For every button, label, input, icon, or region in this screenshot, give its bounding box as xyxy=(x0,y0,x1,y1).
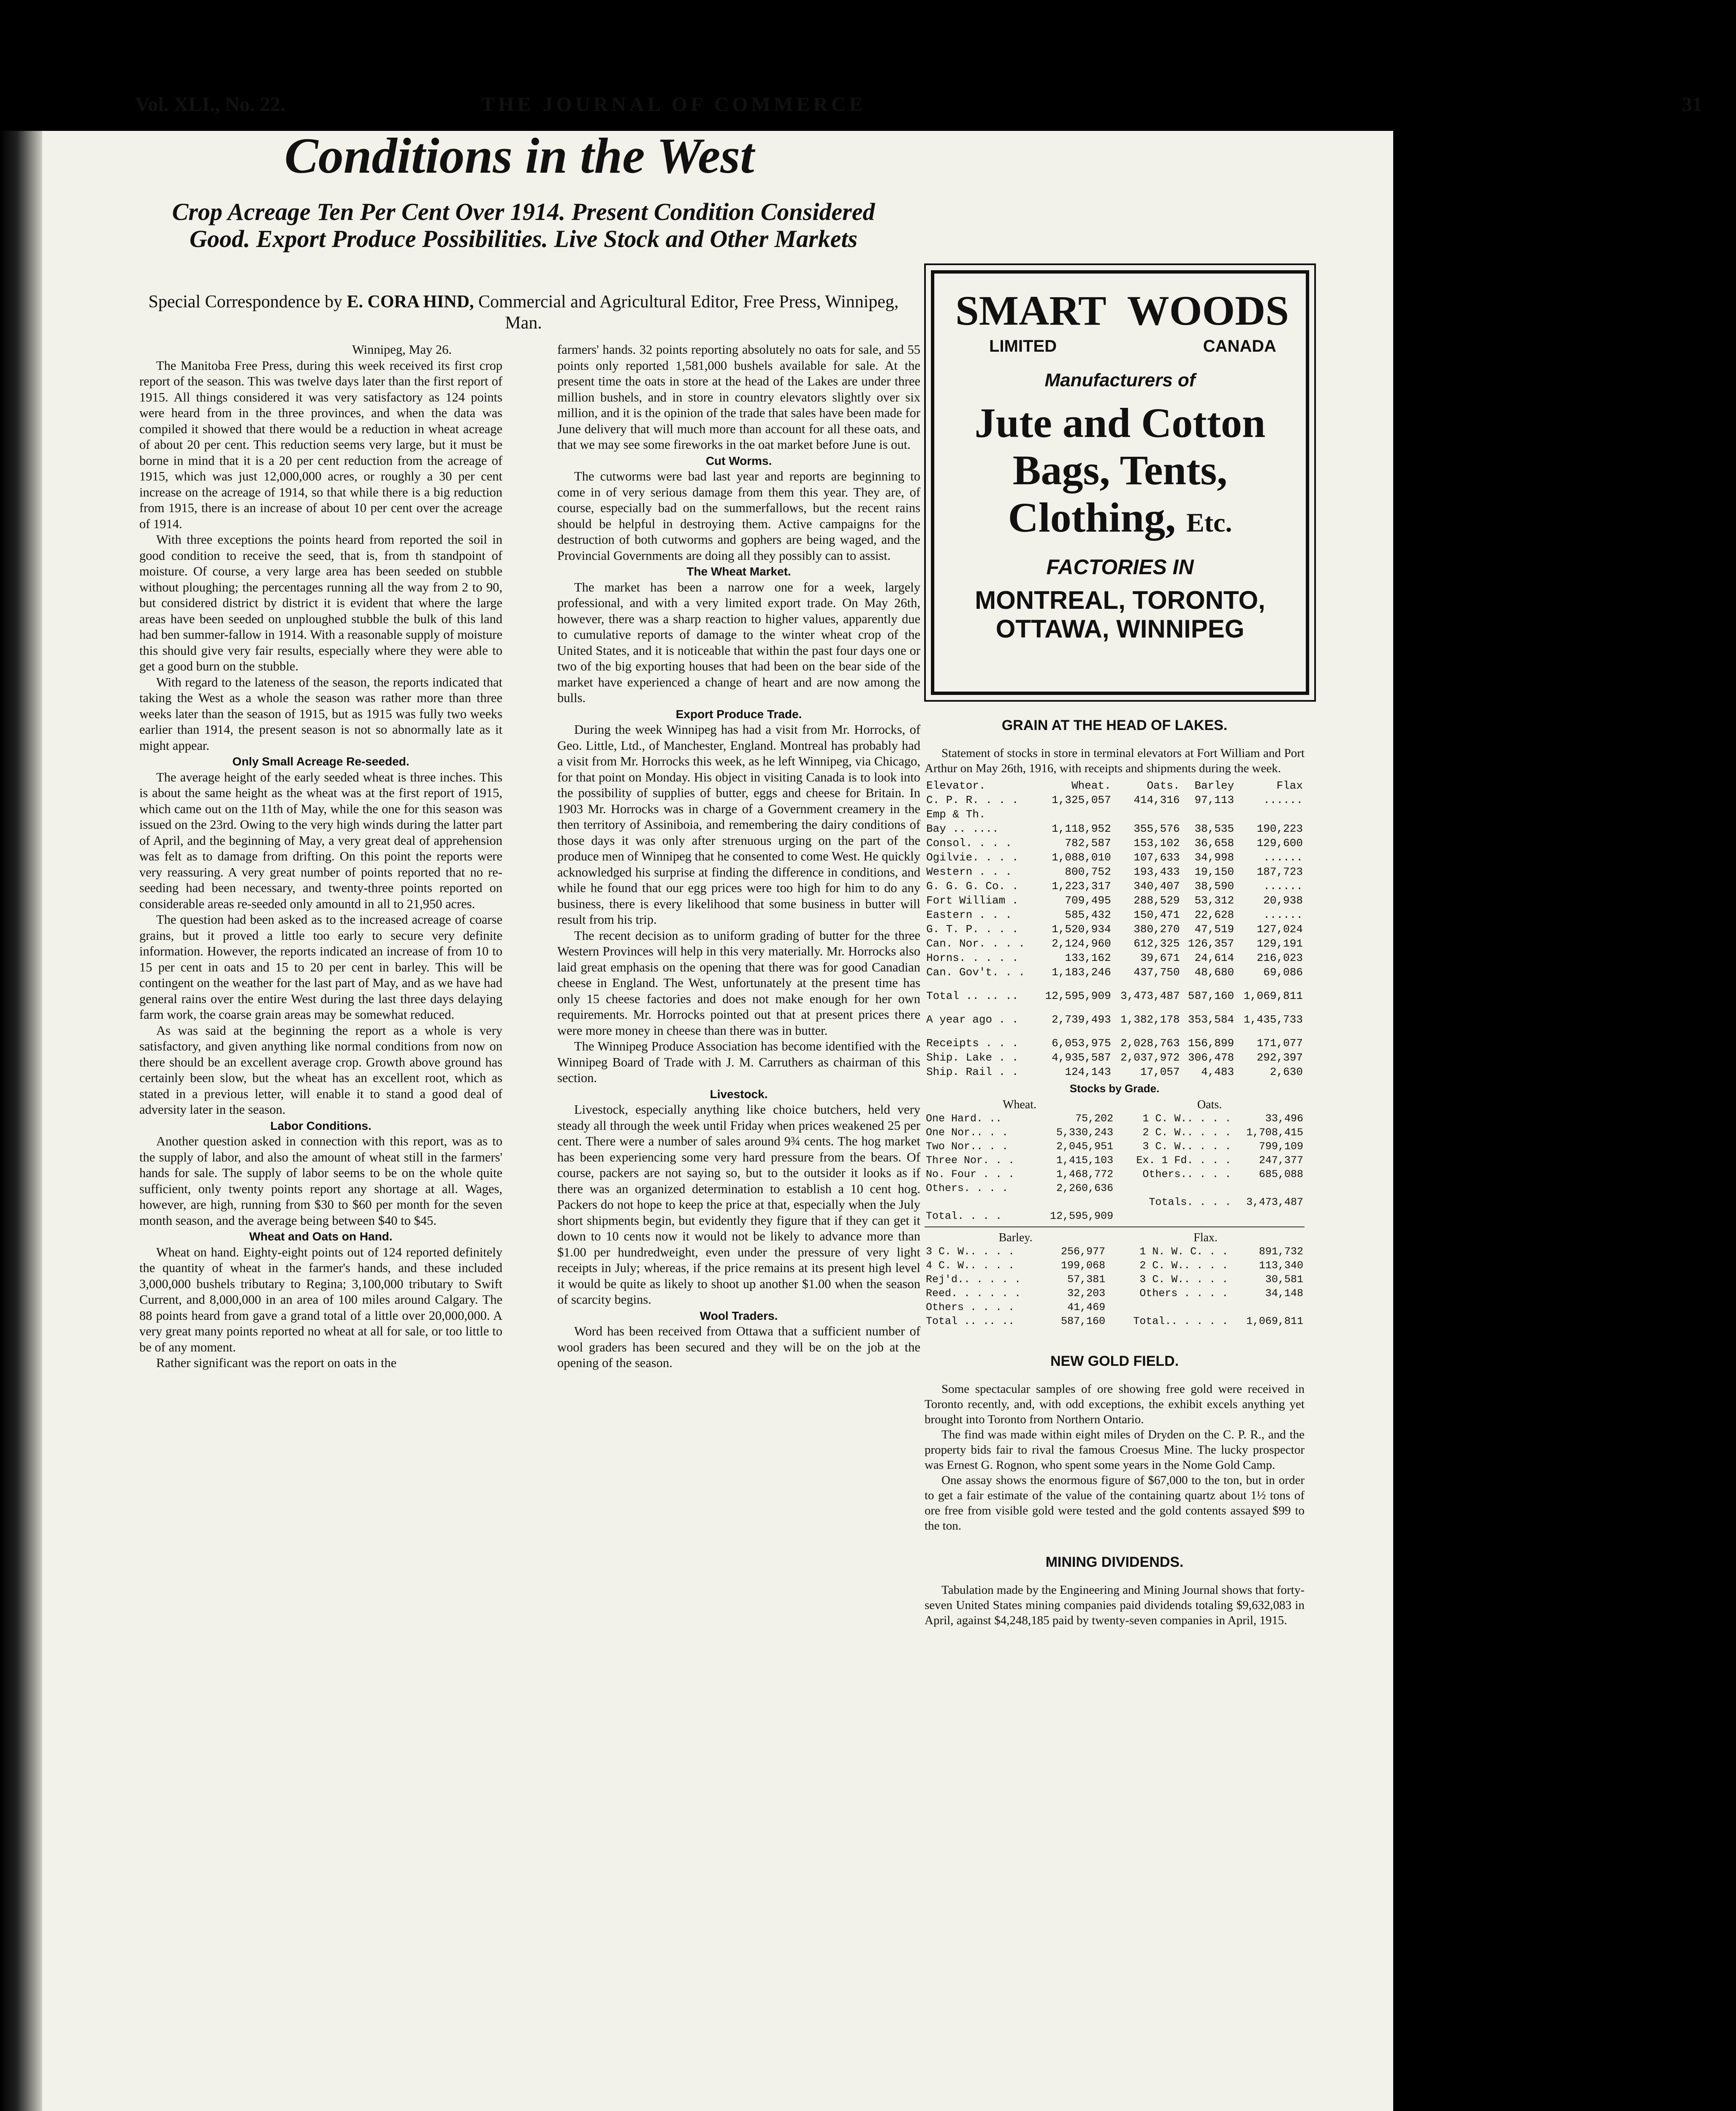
cell-value: 2,630 xyxy=(1269,1066,1303,1078)
ad-factories: FACTORIES IN xyxy=(1046,555,1194,579)
section-heading: Wheat and Oats on Hand. xyxy=(249,1230,393,1243)
cell-value: 414,316 xyxy=(1134,794,1180,806)
cell-value: 17,057 xyxy=(1140,1066,1180,1078)
wheat-oats-rows xyxy=(925,1112,1305,1223)
cell-value: 1,325,057 xyxy=(1052,794,1111,806)
cell-value: 782,587 xyxy=(1065,837,1111,849)
cell-value: 2,045,951 xyxy=(1056,1140,1113,1153)
cell-value: 126,357 xyxy=(1188,937,1234,950)
row-label: G. G. G. Co. . xyxy=(926,880,1019,893)
paragraph: With regard to the lateness of the season, the reports indicated that taking the West as a whole the season was rather more than three weeks later than the season of 1915, but as 1915 was fully two weeks earlier than 1914, the present season is not so abnormally late as it might appear. xyxy=(139,675,502,753)
row-label: Fort William . xyxy=(926,894,1019,907)
row-label: Ship. Rail . . xyxy=(926,1066,1019,1078)
grade-row xyxy=(925,1181,1305,1195)
cell-value: 133,162 xyxy=(1065,952,1111,964)
stocks-by-grade-title: Stocks by Grade. xyxy=(1069,1082,1160,1095)
cell-value xyxy=(1115,1181,1232,1195)
row-label: Can. Nor. . . . xyxy=(926,937,1025,950)
row-label: Western . . . xyxy=(926,866,1012,878)
cell-value: 36,658 xyxy=(1194,837,1234,849)
cell-value: 3 C. W.. . . . xyxy=(1142,1140,1231,1153)
cell-value: 107,633 xyxy=(1134,851,1180,864)
cell-value: ...... xyxy=(1263,909,1303,921)
row-label: Horns. . . . . xyxy=(926,952,1019,964)
cell-value: ...... xyxy=(1263,880,1303,893)
cell-value: 2,028,763 xyxy=(1120,1037,1180,1050)
cell-value: ...... xyxy=(1263,851,1303,864)
section-heading: Wool Traders. xyxy=(700,1309,778,1322)
year-ago-row xyxy=(925,1012,1305,1027)
row-label xyxy=(925,1195,1035,1209)
cell-value: 1,708,415 xyxy=(1246,1126,1303,1139)
column-header: Barley xyxy=(1194,779,1234,792)
column-header: Elevator. xyxy=(926,779,986,792)
row-label: Receipts . . . xyxy=(926,1037,1019,1050)
paragraph: As was said at the beginning the report as a whole is very satisfactory, and given anything like normal conditions from now on there should be an excellent average crop. Growth above ground has certainly been slow, but the wheat has an excellent root, which as stated in a previous letter, will enable it to stand a good deal of adversity later in the season. xyxy=(139,1023,502,1117)
column-header: Oats. xyxy=(1147,779,1180,792)
spacer-row xyxy=(925,980,1305,989)
paragraph: During the week Winnipeg has had a visit from Mr. Horrocks, of Geo. Little, Ltd., of Manchester, England. Montreal has probably had a visit from Mr. Horrocks this week, as he left Winnipeg, via Chicago, for that point on Monday. His object in visiting Canada is to look into the possibility of supplies of butter, eggs and cheese for Britain. In 1903 Mr. Horrocks was in charge of a Government creamery in the then territory of Assiniboia, and remembering the dairy conditions of those days it was only after strenuous urging on the part of the produce men of Winnipeg that he consented to come West. He quickly acknowledged his surprise at finding the difference in conditions, and while he found that our egg prices were too high for him to do any business, there is every likelihood that some business in butter will result from his trip. xyxy=(557,722,920,927)
elevator-row xyxy=(925,807,1305,822)
grain-table xyxy=(925,779,1305,1079)
cell-value: 24,614 xyxy=(1194,952,1234,964)
paragraph: Wheat on hand. Eighty-eight points out of 124 reported definitely the quantity of wheat in the farmer's hands, and these included 3,000,000 bushels tributary to Regina; 3,100,000 tributary to Swift Current, and 8,000,000 in an area of 100 miles around Calgary. The 88 points heard from gave a grand total of a little over 20,000,000. A very great many points reported no wheat at all for sale, or too little to be of any moment. xyxy=(139,1245,502,1354)
grade-row xyxy=(925,1112,1305,1126)
cell-value: 30,581 xyxy=(1265,1273,1303,1286)
cell-value: 124,143 xyxy=(1065,1066,1111,1078)
cell-value: Others . . . . xyxy=(1139,1287,1229,1300)
cell-value: 353,584 xyxy=(1188,1013,1234,1026)
cell-value xyxy=(1035,1195,1115,1209)
row-label: Ship. Lake . . xyxy=(926,1051,1019,1064)
barley-flax-grades-table xyxy=(925,1231,1305,1328)
page-number: 31 xyxy=(1682,93,1702,116)
cell-value: 585,432 xyxy=(1065,909,1111,921)
cell-value: 1,415,103 xyxy=(1056,1154,1113,1167)
cell-value: 355,576 xyxy=(1134,822,1180,835)
cell-value: 113,340 xyxy=(1259,1259,1303,1272)
elevator-row xyxy=(925,822,1305,836)
byline-suffix: Commercial and Agricultural Editor, Free Press, Winnipeg, Man. xyxy=(478,292,899,333)
cell-value: 1,183,246 xyxy=(1052,966,1111,979)
cell-value: 685,088 xyxy=(1259,1168,1303,1180)
grades-header-row xyxy=(925,1231,1305,1245)
row-label: One Nor.. . . xyxy=(926,1126,1009,1139)
article-column-1 xyxy=(139,342,502,1371)
row-label: G. T. P. . . . xyxy=(926,923,1019,936)
cell-value: 3,473,487 xyxy=(1246,1196,1303,1208)
grade-total-row xyxy=(925,1314,1305,1328)
cell-value: 2 C. W.. . . . xyxy=(1139,1259,1229,1272)
cell-value: 190,223 xyxy=(1256,822,1303,835)
row-label: 3 C. W.. . . . xyxy=(926,1245,1015,1258)
grade-row xyxy=(925,1286,1305,1300)
row-label: Total. . . . xyxy=(926,1210,1002,1222)
cell-value: 2,739,493 xyxy=(1052,1013,1111,1026)
cell-value: 799,109 xyxy=(1259,1140,1303,1153)
byline-prefix: Special Correspondence by xyxy=(148,292,342,312)
elevator-row xyxy=(925,793,1305,807)
grade-total-row xyxy=(925,1195,1305,1209)
wheat-head: Wheat. xyxy=(1002,1098,1037,1111)
dateline: Winnipeg, May 26. xyxy=(352,342,452,357)
cell-value: 288,529 xyxy=(1134,894,1180,907)
elevator-row xyxy=(925,865,1305,879)
cell-value: 38,590 xyxy=(1194,880,1234,893)
cell-value: 1,382,178 xyxy=(1120,1013,1180,1026)
section-heading: Cut Worms. xyxy=(705,454,772,467)
elevator-row xyxy=(925,893,1305,908)
page-header xyxy=(135,93,1702,127)
ad-cities xyxy=(934,586,1306,643)
ad-canada: CANADA xyxy=(1203,337,1276,355)
cell-value: 33,496 xyxy=(1265,1112,1303,1125)
cell-value: 38,535 xyxy=(1194,822,1234,835)
cell-value: 3,473,487 xyxy=(1120,990,1180,1002)
cell-value: 75,202 xyxy=(1075,1112,1113,1125)
column-header: Flax xyxy=(1276,779,1303,792)
article-byline xyxy=(144,291,903,334)
wheat-oats-grades-table xyxy=(925,1098,1305,1223)
cell-value: 5,330,243 xyxy=(1056,1126,1113,1139)
cell-value xyxy=(1113,807,1182,822)
paragraph: The market has been a narrow one for a week, largely professional, and with a very limited export trade. On May 26th, however, there was a sharp reaction to higher values, apparently due to cumulative reports of damage to the winter wheat crop of the United States, and it is noticeable that within the past four days one or two of the big exporting houses that had been on the bear side of the market have experienced a change of heart and are now among the bulls. xyxy=(557,580,920,705)
cell-value: 19,150 xyxy=(1194,866,1234,878)
cell-value: 2 C. W.. . . . xyxy=(1142,1126,1231,1139)
cell-value: 247,377 xyxy=(1259,1154,1303,1167)
spacer-row xyxy=(925,1027,1305,1036)
total-row xyxy=(925,989,1305,1003)
section-heading: Livestock. xyxy=(710,1087,768,1101)
cell-value: 129,600 xyxy=(1256,837,1303,849)
row-label: Rej'd.. . . . . xyxy=(926,1273,1021,1286)
cell-value: 437,750 xyxy=(1134,966,1180,979)
ad-cities-line: OTTAWA, WINNIPEG xyxy=(995,615,1245,643)
ad-product-line: Jute and Cotton xyxy=(974,399,1266,446)
spacer-cell xyxy=(925,980,1305,989)
cell-value: 292,397 xyxy=(1256,1051,1303,1064)
paragraph: The average height of the early seeded wheat is three inches. This is about the same height as the wheat was at the first report of 1915, which came out on the 11th of May, while the one for this season was issued on the 23rd. Owing to the very high winds during the latter part of April, and the beginning of May, a very great deal of apprehension was felt as to damage from drifting. On this point the reports were very reassuring. A very great number of points reported that no re-seeding had been necessary, and twenty-three points reported on considerable areas re-seeded only amountd in all to 21,950 acres. xyxy=(139,770,502,911)
journal-name: THE JOURNAL OF COMMERCE xyxy=(481,93,866,116)
grade-row xyxy=(925,1140,1305,1153)
row-label: Total .. .. .. xyxy=(926,1315,1015,1327)
cell-value: 1,069,811 xyxy=(1246,1315,1303,1327)
oats-head: Oats. xyxy=(1197,1098,1222,1111)
volume-label: Vol. XLI., No. 22. xyxy=(135,93,285,116)
paragraph: The Winnipeg Produce Association has become identified with the Winnipeg Board of Trade with J. M. Carruthers as chairman of this section. xyxy=(557,1039,920,1085)
cell-value: 306,478 xyxy=(1188,1051,1234,1064)
row-label: Ogilvie. . . . xyxy=(926,851,1019,864)
row-label: Others . . . . xyxy=(926,1301,1015,1313)
grade-row xyxy=(925,1259,1305,1273)
cell-value: 127,024 xyxy=(1256,923,1303,936)
row-label: Two Nor.. . . xyxy=(926,1140,1009,1153)
cell-value: 380,270 xyxy=(1134,923,1180,936)
cell-value: 34,998 xyxy=(1194,851,1234,864)
cell-value xyxy=(1236,807,1305,822)
cell-value: Others.. . . . xyxy=(1142,1168,1231,1180)
row-label: C. P. R. . . . xyxy=(926,794,1019,806)
paragraph: Tabulation made by the Engineering and Mining Journal shows that forty-seven United States mining companies paid dividends totaling $9,632,083 in April, against $4,248,185 paid by twenty-seven companies in April, 1915. xyxy=(925,1583,1305,1627)
ad-brand xyxy=(934,286,1306,366)
ad-product-line xyxy=(934,494,1306,546)
cell-value: 587,160 xyxy=(1188,990,1234,1002)
cell-value: 587,160 xyxy=(1061,1315,1106,1327)
paragraph: Word has been received from Ottawa that a sufficient number of wool graders has been secured and they will be on the job at the opening of the season. xyxy=(557,1324,920,1370)
cell-value: 53,312 xyxy=(1194,894,1234,907)
paragraph: One assay shows the enormous figure of $67,000 to the ton, but in order to get a fair estimate of the value of the containing quartz about 1½ tons of ore free from visible gold were tested and the gold contents assayed $99 to the ton. xyxy=(925,1473,1305,1533)
spacer-cell xyxy=(925,1027,1305,1036)
paragraph: Another question asked in connection with this report, was as to the supply of labor, and also the amount of wheat still in the farmers' hands for sale. The supply of labor seems to be on the whole quite sufficient, only twenty points report any shortage at all. Wages, however, are high, running from $30 to $60 per month for the seven month season, and the average being between $40 to $45. xyxy=(139,1134,502,1228)
cell-value: ...... xyxy=(1263,794,1303,806)
cell-value: 156,899 xyxy=(1188,1037,1234,1050)
cell-value xyxy=(1181,807,1236,822)
section-heading: Export Produce Trade. xyxy=(675,707,802,721)
cell-value: 39,671 xyxy=(1140,952,1180,964)
paragraph: The Manitoba Free Press, during this week received its first crop report of the season. This was twelve days later than the first report of 1915. All things considered it was very satisfactory as 124 points were heard from in the three provinces, and when the data was compiled it showed that there would be a reduction in wheat acreage of about 20 per cent. This reduction seems very large, but it must be borne in mind that it is a 20 per cent reduction from the acreage of 1915, which was just 12,000,000 acres, or roughly a 30 per cent increase on the acreage of 1914, so that while there is a big reduction from 1915, there is an increase of about 10 per cent over the acreage of 1914. xyxy=(139,358,502,531)
cell-value: 800,752 xyxy=(1065,866,1111,878)
grade-row xyxy=(925,1167,1305,1181)
cell-value: 1,118,952 xyxy=(1052,822,1111,835)
grain-intro: Statement of stocks in store in terminal elevators at Fort William and Port Arthur on May 26th, 1916, with receipts and shipments during the week. xyxy=(925,746,1305,775)
grade-row xyxy=(925,1153,1305,1167)
cell-value: 187,723 xyxy=(1256,866,1303,878)
cell-value: Totals. . . . xyxy=(1149,1196,1231,1208)
cell-value xyxy=(1107,1300,1229,1314)
row-label: Bay .. .... xyxy=(926,822,999,835)
cell-value: 22,628 xyxy=(1194,909,1234,921)
cell-value: 216,023 xyxy=(1256,952,1303,964)
cell-value: 2,260,636 xyxy=(1056,1182,1113,1194)
cell-value: 256,977 xyxy=(1061,1245,1106,1258)
row-label: Consol. . . . xyxy=(926,837,1012,849)
cell-value: 171,077 xyxy=(1256,1037,1303,1050)
cell-value: 1 C. W.. . . . xyxy=(1142,1112,1231,1125)
right-column xyxy=(925,718,1305,1628)
grades-header-row xyxy=(925,1098,1305,1112)
article-subtitle: Crop Acreage Ten Per Cent Over 1914. Present Condition Considered Good. Export Produce Possibilities. Live Stock and Other Markets xyxy=(172,198,875,252)
cell-value: 48,680 xyxy=(1194,966,1234,979)
article-column-2 xyxy=(557,342,920,1371)
row-label: No. Four . . . xyxy=(926,1168,1015,1180)
paragraph: The find was made within eight miles of Dryden on the C. P. R., and the property bids fair to rival the famous Croesus Mine. The lucky prospector was Ernest G. Rognon, who spent some years in the Nome Gold Camp. xyxy=(925,1428,1305,1472)
byline-name: E. CORA HIND, xyxy=(347,292,474,312)
cell-value: 199,068 xyxy=(1061,1259,1106,1272)
elevator-row xyxy=(925,936,1305,951)
paragraph: The recent decision as to uniform grading of butter for the three Western Provinces will help in this very materially. Mr. Horrocks also laid great emphasis on the opening that there was for good Canadian cheese in England. The West, unfortunately at the present time has only 15 cheese factories and does not make enough for her own requirements. Mr. Horrocks pointed out that at present prices there were more money in cheese than there was in butter. xyxy=(557,928,920,1038)
barley-head: Barley. xyxy=(998,1231,1033,1244)
scan-edge xyxy=(0,131,42,2111)
cell-value xyxy=(1229,1300,1305,1314)
cell-value: 1,520,934 xyxy=(1052,923,1111,936)
row-label: Reed. . . . . . xyxy=(926,1287,1021,1300)
ad-product-line: Bags, Tents, xyxy=(1012,447,1228,494)
mining-title: MINING DIVIDENDS. xyxy=(1045,1554,1184,1570)
cell-value: 340,407 xyxy=(1134,880,1180,893)
cell-value: 32,203 xyxy=(1067,1287,1106,1300)
row-label: Eastern . . . xyxy=(926,909,1012,921)
grade-row xyxy=(925,1126,1305,1140)
elevator-row xyxy=(925,850,1305,865)
movement-row xyxy=(925,1065,1305,1079)
cell-value: 57,381 xyxy=(1067,1273,1106,1286)
divider xyxy=(925,1226,1305,1227)
elevator-row xyxy=(925,836,1305,850)
grain-rows xyxy=(925,793,1305,1079)
cell-value: 1 N. W. C. . . xyxy=(1139,1245,1229,1258)
cell-value: 1,223,317 xyxy=(1052,880,1111,893)
elevator-row xyxy=(925,879,1305,893)
row-label: Others. . . . xyxy=(926,1182,1009,1194)
paragraph: Rather significant was the report on oats in the xyxy=(156,1356,397,1370)
row-label: Total .. .. .. xyxy=(926,990,1019,1002)
cell-value: Total.. . . . . xyxy=(1133,1315,1229,1327)
paragraph: With three exceptions the points heard from reported the soil in good condition to receive the seed, that is, from th standpoint of moisture. Of course, a very large area has been seeded on stubble without ploughing; the percentages running all the way from 2 to 90, but considered district by district it is evident that where the large areas have been seeded on unploughed stubble the bulk of this land had ben summer-fallow in 1914. With a reasonable supply of moisture this should give very fair results, especially where they were able to get a good burn on the stubble. xyxy=(139,532,502,673)
smart-woods-advertisement xyxy=(931,270,1309,695)
row-label: Can. Gov't. . . xyxy=(926,966,1025,979)
flax-head: Flax. xyxy=(1194,1231,1218,1244)
cell-value: Ex. 1 Fd. . . . xyxy=(1136,1154,1231,1167)
row-label: One Hard. .. xyxy=(926,1112,1002,1125)
elevator-row xyxy=(925,965,1305,980)
grade-total-row xyxy=(925,1209,1305,1223)
section-heading: The Wheat Market. xyxy=(686,565,791,578)
cell-value: 150,471 xyxy=(1134,909,1180,921)
movement-row xyxy=(925,1050,1305,1065)
cell-value: 129,191 xyxy=(1256,937,1303,950)
section-heading: Labor Conditions. xyxy=(270,1119,372,1132)
barley-flax-rows xyxy=(925,1245,1305,1328)
paragraph: The cutworms were bad last year and reports are beginning to come in of very serious damage from them this year. They are, of course, especially bad on the summerfallows, but the recent rains should be helpful in destroying them. Active campaigns for the destruction of both cutworms and gophers are being waged, and the Provincial Governments are doing all they possibly can to assist. xyxy=(557,469,920,563)
grade-row xyxy=(925,1273,1305,1286)
cell-value: 12,595,909 xyxy=(1045,990,1111,1002)
cell-value: 612,325 xyxy=(1134,937,1180,950)
grade-row xyxy=(925,1245,1305,1259)
cell-value: 2,124,960 xyxy=(1052,937,1111,950)
cell-value: 193,433 xyxy=(1134,866,1180,878)
grain-header-row xyxy=(925,779,1305,793)
paragraph: Some spectacular samples of ore showing free gold were received in Toronto recently, and, with odd exceptions, the exhibit excels anything yet brought into Toronto from Northern Ontario. xyxy=(925,1382,1305,1426)
grain-title: GRAIN AT THE HEAD OF LAKES. xyxy=(1001,717,1228,733)
row-label: 4 C. W.. . . . xyxy=(926,1259,1015,1272)
cell-value: 4,483 xyxy=(1201,1066,1234,1078)
paragraph: Livestock, especially anything like choice butchers, held very steady all through the week until Friday when prices weakened 25 per cent. There were a number of sales around 9¾ cents. The hog market has been experiencing some very hard pressure from the bears. Of course, packers are not saying so, but to the outsider it looks as if there was an organized determination to establish a 10 cent hog. Packers do not hope to keep the price at that, especially when the July short shipments begin, but evidently they figure that if they can get it down to 10 cents now it would not be likely to advance more than $1.00 per hundredweight, even under the pressure of very light receipts in July; whereas, if the price remains at its present high level it would be quite as likely to shoot up another $1.00 when the season of scarcity begins. xyxy=(557,1102,920,1307)
cell-value: 34,148 xyxy=(1265,1287,1303,1300)
elevator-row xyxy=(925,908,1305,922)
cell-value: 47,519 xyxy=(1194,923,1234,936)
cell-value: 1,468,772 xyxy=(1056,1168,1113,1180)
cell-value xyxy=(1232,1209,1305,1223)
row-label: A year ago . . xyxy=(926,1013,1019,1026)
section-heading: Only Small Acreage Re-seeded. xyxy=(232,755,410,768)
row-label: Three Nor. . . xyxy=(926,1154,1015,1167)
cell-value: 4,935,587 xyxy=(1052,1051,1111,1064)
paragraph: The question had been asked as to the increased acreage of coarse grains, but it proved a little too early to secure very definite information. However, the reports indicated an increase of from 10 to 15 per cent in oats and 15 to 20 per cent in barley. This will be contingent on the weather for the last part of May, and as we have had general rains over the entire West during the last three days delaying farm work, the coarse grain areas may be somewhat reduced. xyxy=(139,912,502,1022)
paragraph: farmers' hands. 32 points reporting absolutely no oats for sale, and 55 points only reported 1,581,000 bushels available for sale. At the present time the oats in store at the head of the Lakes are under three million bushels, and in store in country elevators slightly over six million, and it is the opinion of the trade that sales have been made for June delivery that will much more than account for all these oats, and that we may see some fireworks in the oat market before June is out. xyxy=(557,342,920,452)
spacer-row xyxy=(925,1003,1305,1012)
cell-value: 12,595,909 xyxy=(1050,1210,1113,1222)
row-label: Emp & Th. xyxy=(926,808,986,821)
cell-value: 153,102 xyxy=(1134,837,1180,849)
cell-value xyxy=(1037,807,1113,822)
elevator-row xyxy=(925,951,1305,965)
ad-products xyxy=(934,399,1306,546)
grade-row xyxy=(925,1300,1305,1314)
column-header: Wheat. xyxy=(1071,779,1111,792)
cell-value xyxy=(1232,1181,1305,1195)
spacer-cell xyxy=(925,1003,1305,1012)
cell-value: 6,053,975 xyxy=(1052,1037,1111,1050)
ad-woods: WOODS xyxy=(1127,287,1289,334)
ad-smart: SMART xyxy=(955,287,1107,334)
ad-cities-line: MONTREAL, TORONTO, xyxy=(975,586,1265,614)
cell-value: 2,037,972 xyxy=(1120,1051,1180,1064)
ad-manufacturers: Manufacturers of xyxy=(1044,370,1196,391)
cell-value: 41,469 xyxy=(1067,1301,1106,1313)
ad-etc: Etc. xyxy=(1186,507,1232,537)
cell-value: 891,732 xyxy=(1259,1245,1303,1258)
cell-value: 3 C. W.. . . . xyxy=(1139,1273,1229,1286)
movement-row xyxy=(925,1036,1305,1050)
cell-value xyxy=(1115,1209,1232,1223)
cell-value: 69,086 xyxy=(1263,966,1303,979)
cell-value: 709,495 xyxy=(1065,894,1111,907)
cell-value: 20,938 xyxy=(1263,894,1303,907)
ad-clothing: Clothing, xyxy=(1008,494,1176,541)
cell-value: 1,435,733 xyxy=(1243,1013,1303,1026)
cell-value: 1,088,010 xyxy=(1052,851,1111,864)
gold-title: NEW GOLD FIELD. xyxy=(1050,1353,1179,1369)
ad-limited: LIMITED xyxy=(989,337,1057,355)
cell-value: 97,113 xyxy=(1194,794,1234,806)
cell-value: 1,069,811 xyxy=(1243,990,1303,1002)
article-title: Conditions in the West xyxy=(284,128,754,184)
elevator-row xyxy=(925,922,1305,936)
